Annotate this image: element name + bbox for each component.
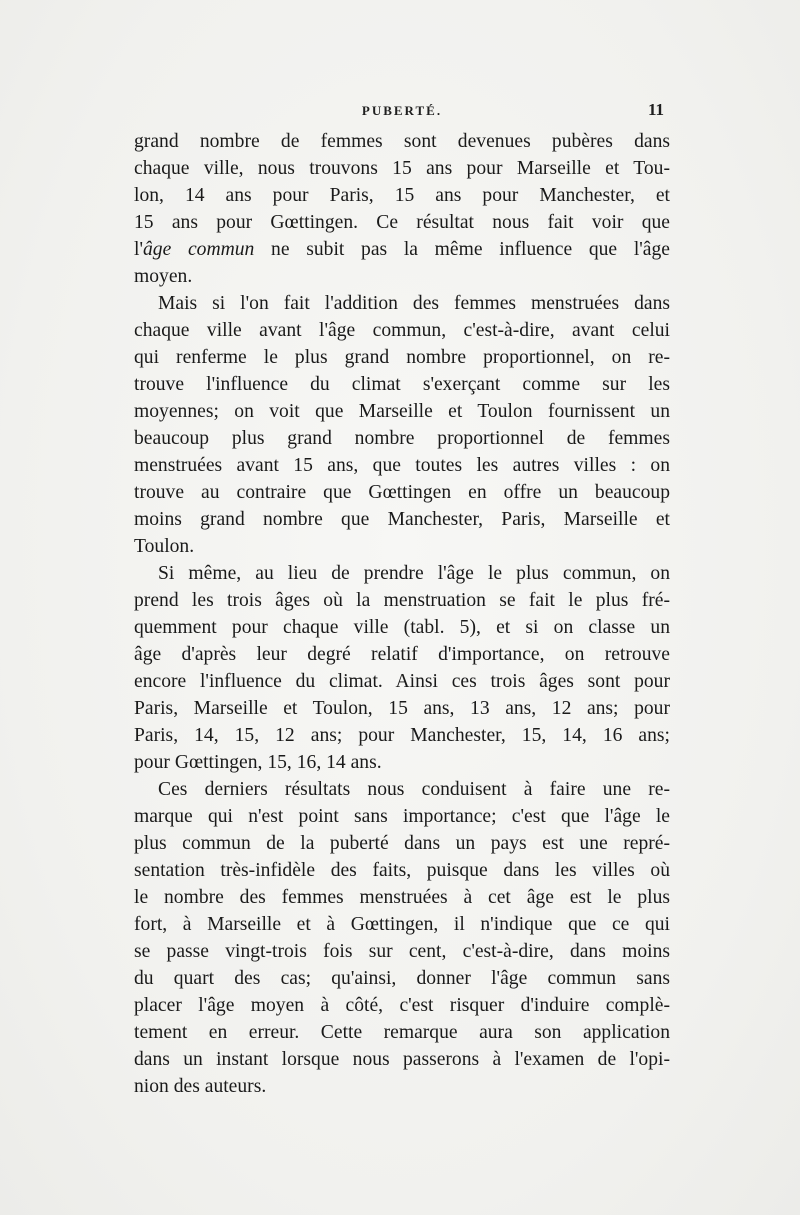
text-line: du quart des cas; qu'ainsi, donner l'âge commun sans bbox=[134, 968, 670, 989]
text-segment: ne subit pas la même influence que l'âge bbox=[254, 239, 670, 260]
text-line: lon, 14 ans pour Paris, 15 ans pour Manchester, et bbox=[134, 185, 670, 206]
text-line: placer l'âge moyen à côté, c'est risquer d'induire complè- bbox=[134, 995, 670, 1016]
text-line: Paris, Marseille et Toulon, 15 ans, 13 ans, 12 ans; pour bbox=[134, 698, 670, 719]
text-line: se passe vingt-trois fois sur cent, c'est-à-dire, dans moins bbox=[134, 941, 670, 962]
text-line: fort, à Marseille et à Gœttingen, il n'indique que ce qui bbox=[134, 914, 670, 935]
text-line: sentation très-infidèle des faits, puisque dans les villes où bbox=[134, 860, 670, 881]
text-line: marque qui n'est point sans importance; c'est que l'âge le bbox=[134, 806, 670, 827]
text-line: Toulon. bbox=[134, 536, 195, 557]
text-line: le nombre des femmes menstruées à cet âge est le plus bbox=[134, 887, 670, 908]
text-line: Paris, 14, 15, 12 ans; pour Manchester, 15, 14, 16 ans; bbox=[134, 725, 670, 746]
text-line: plus commun de la puberté dans un pays est une repré- bbox=[134, 833, 670, 854]
running-header bbox=[134, 100, 670, 127]
paragraph-first-line: Si même, au lieu de prendre l'âge le plus commun, on bbox=[158, 563, 670, 584]
text-line: qui renferme le plus grand nombre proportionnel, on re- bbox=[134, 347, 670, 368]
text-line: encore l'influence du climat. Ainsi ces trois âges sont pour bbox=[134, 671, 670, 692]
text-line: quemment pour chaque ville (tabl. 5), et si on classe un bbox=[134, 617, 670, 638]
body-text bbox=[134, 128, 670, 1100]
emphasized-term: âge commun bbox=[142, 239, 255, 260]
text-line: grand nombre de femmes sont devenues pubères dans bbox=[134, 131, 670, 152]
paragraph-first-line: Mais si l'on fait l'addition des femmes menstruées dans bbox=[158, 293, 670, 314]
text-line: dans un instant lorsque nous passerons à l'examen de l'opi- bbox=[134, 1049, 670, 1070]
text-line: trouve l'influence du climat s'exerçant comme sur les bbox=[134, 374, 670, 395]
text-line bbox=[134, 236, 670, 263]
text-line: trouve au contraire que Gœttingen en offre un beaucoup bbox=[134, 482, 670, 503]
text-line: moyennes; on voit que Marseille et Toulon fournissent un bbox=[134, 401, 670, 422]
running-title: PUBERTÉ. bbox=[361, 103, 443, 118]
text-line: chaque ville avant l'âge commun, c'est-à-dire, avant celui bbox=[134, 320, 670, 341]
paragraph-first-line: Ces derniers résultats nous conduisent à faire une re- bbox=[158, 779, 670, 800]
text-line: 15 ans pour Gœttingen. Ce résultat nous fait voir que bbox=[134, 212, 670, 233]
text-line: chaque ville, nous trouvons 15 ans pour Marseille et Tou- bbox=[134, 158, 670, 179]
text-line: menstruées avant 15 ans, que toutes les autres villes : on bbox=[134, 455, 670, 476]
text-line: moyen. bbox=[134, 266, 193, 287]
text-line: tement en erreur. Cette remarque aura son application bbox=[134, 1022, 670, 1043]
page-number: 11 bbox=[647, 100, 664, 119]
text-line: prend les trois âges où la menstruation se fait le plus fré- bbox=[134, 590, 670, 611]
text-line: beaucoup plus grand nombre proportionnel de femmes bbox=[134, 428, 670, 449]
text-line: âge d'après leur degré relatif d'importance, on retrouve bbox=[134, 644, 670, 665]
text-line: pour Gœttingen, 15, 16, 14 ans. bbox=[134, 752, 382, 773]
text-line: nion des auteurs. bbox=[134, 1076, 267, 1097]
text-line: moins grand nombre que Manchester, Paris, Marseille et bbox=[134, 509, 670, 530]
text-segment: l' bbox=[134, 239, 143, 260]
